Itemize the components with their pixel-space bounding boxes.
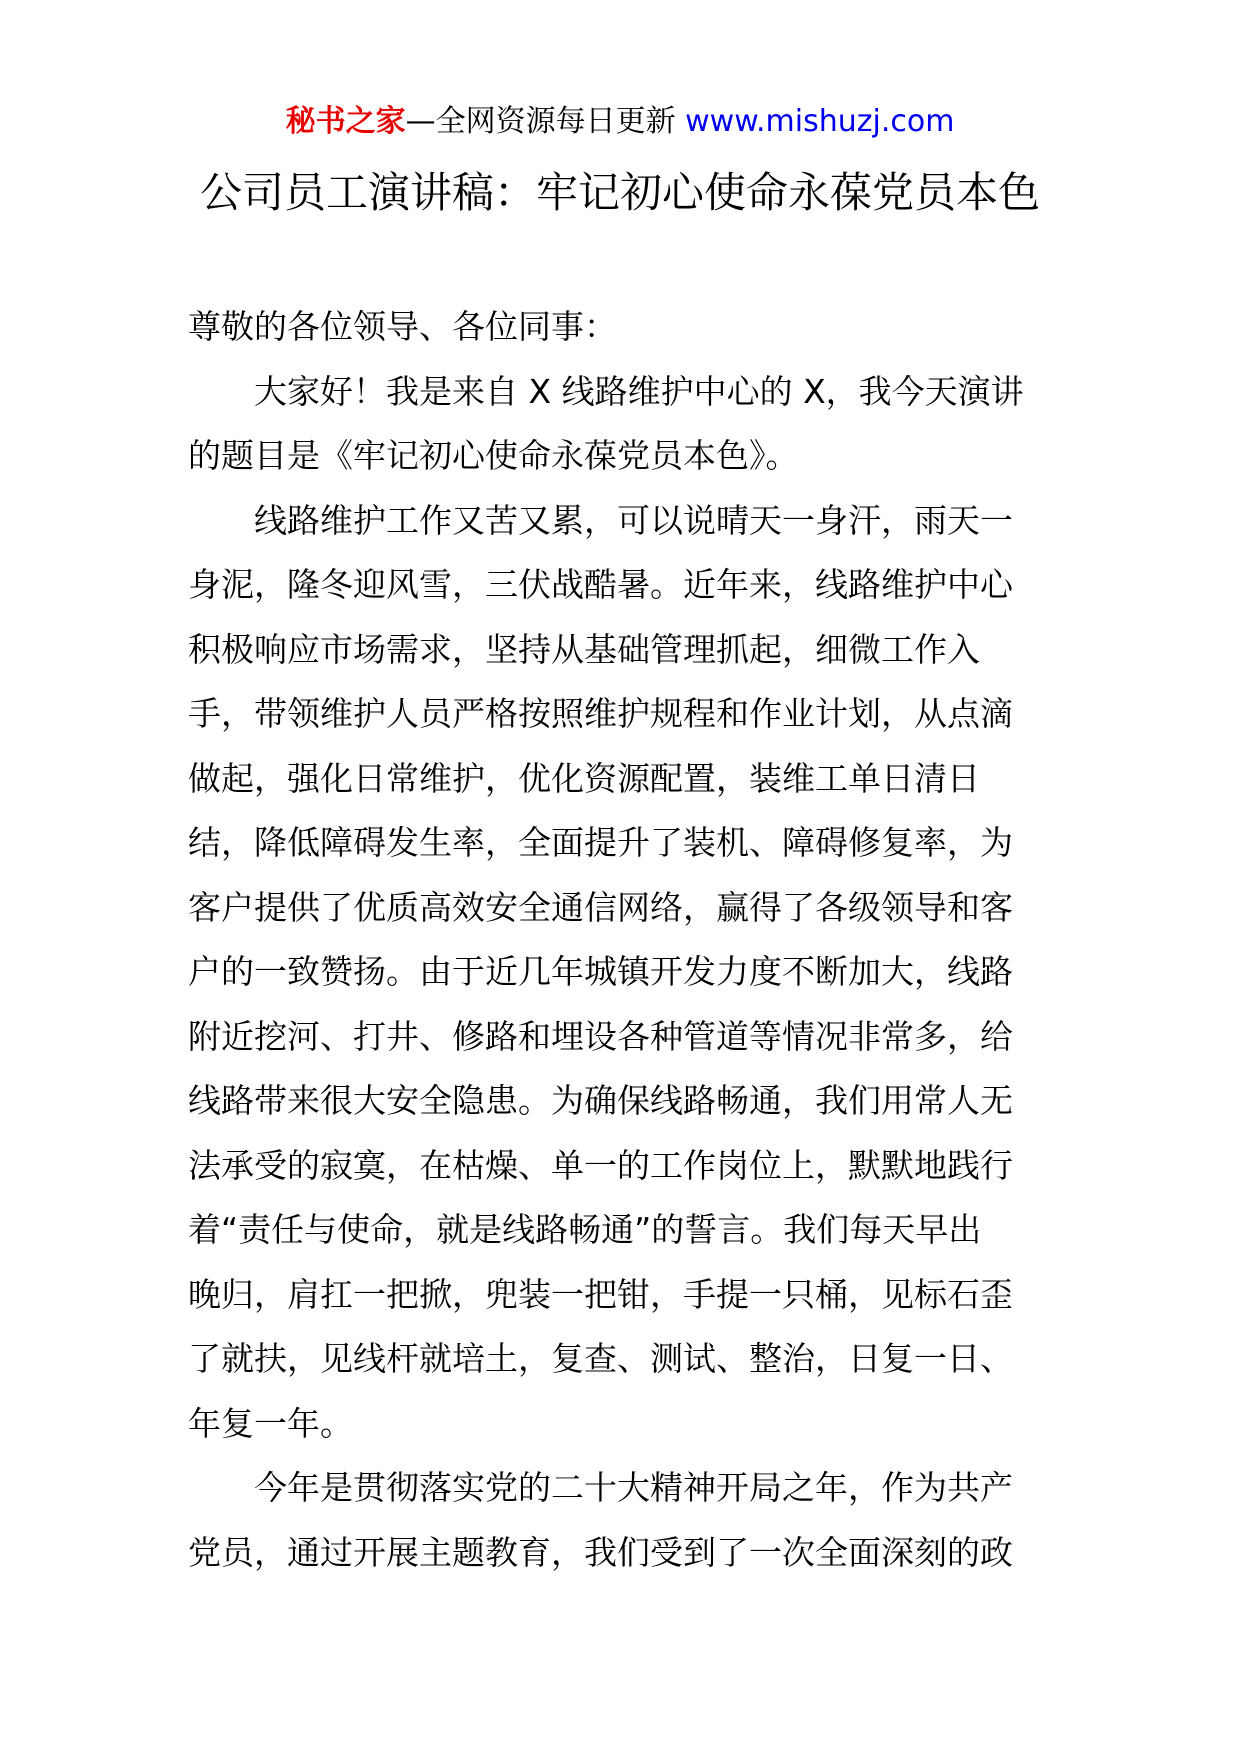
text-line: 户的一致赞扬。由于近几年城镇开发力度不断加大，线路	[188, 952, 1013, 991]
text-line: 了就扶，见线杆就培土，复查、测试、整治，日复一日、	[188, 1339, 1013, 1378]
text-line: 客户提供了优质高效安全通信网络，赢得了各级领导和客	[188, 887, 1013, 927]
text-line: 的题目是《牢记初心使命永葆党员本色》。	[188, 436, 799, 475]
text-line: 做起，强化日常维护，优化资源配置，装维工单日清日	[188, 758, 980, 798]
site-url-link[interactable]: www.mishuzj.com	[685, 104, 955, 139]
site-brand: 秘书之家	[285, 104, 406, 139]
text-line: 尊敬的各位领导、各位同事：	[188, 307, 617, 346]
text-line: 手，带领维护人员严格按照维护规程和作业计划，从点滴	[188, 694, 1013, 733]
text-line: 晚归，肩扛一把掀，兜装一把钳，手提一只桶，见标石歪	[188, 1274, 1013, 1314]
document-title: 公司员工演讲稿：牢记初心使命永葆党员本色	[199, 168, 1040, 217]
text-line: 身泥，隆冬迎风雪，三伏战酷暑。近年来，线路维护中心	[188, 565, 1013, 604]
text-line: 积极响应市场需求，坚持从基础管理抓起，细微工作入	[188, 629, 980, 669]
text-line: 大家好！我是来自 X 线路维护中心的 X，我今天演讲	[254, 371, 1024, 411]
text-line: 今年是贯彻落实党的二十大精神开局之年，作为共产	[254, 1468, 1013, 1507]
site-header	[0, 100, 1240, 144]
text-line: 线路维护工作又苦又累，可以说晴天一身汗，雨天一	[254, 500, 1013, 540]
text-line: 线路带来很大安全隐患。为确保线路畅通，我们用常人无	[188, 1081, 1013, 1120]
text-line: 党员，通过开展主题教育，我们受到了一次全面深刻的政	[188, 1532, 1013, 1572]
document-body	[188, 295, 1058, 1585]
site-tagline: —全网资源每日更新	[405, 104, 676, 139]
text-line: 着“责任与使命，就是线路畅通”的誓言。我们每天早出	[188, 1210, 982, 1249]
text-line: 年复一年。	[188, 1403, 353, 1443]
text-line: 附近挖河、打井、修路和埋设各种管道等情况非常多，给	[188, 1016, 1013, 1056]
text-line: 结，降低障碍发生率，全面提升了装机、障碍修复率，为	[188, 823, 1013, 862]
text-line: 法承受的寂寞，在枯燥、单一的工作岗位上，默默地践行	[188, 1145, 1013, 1185]
